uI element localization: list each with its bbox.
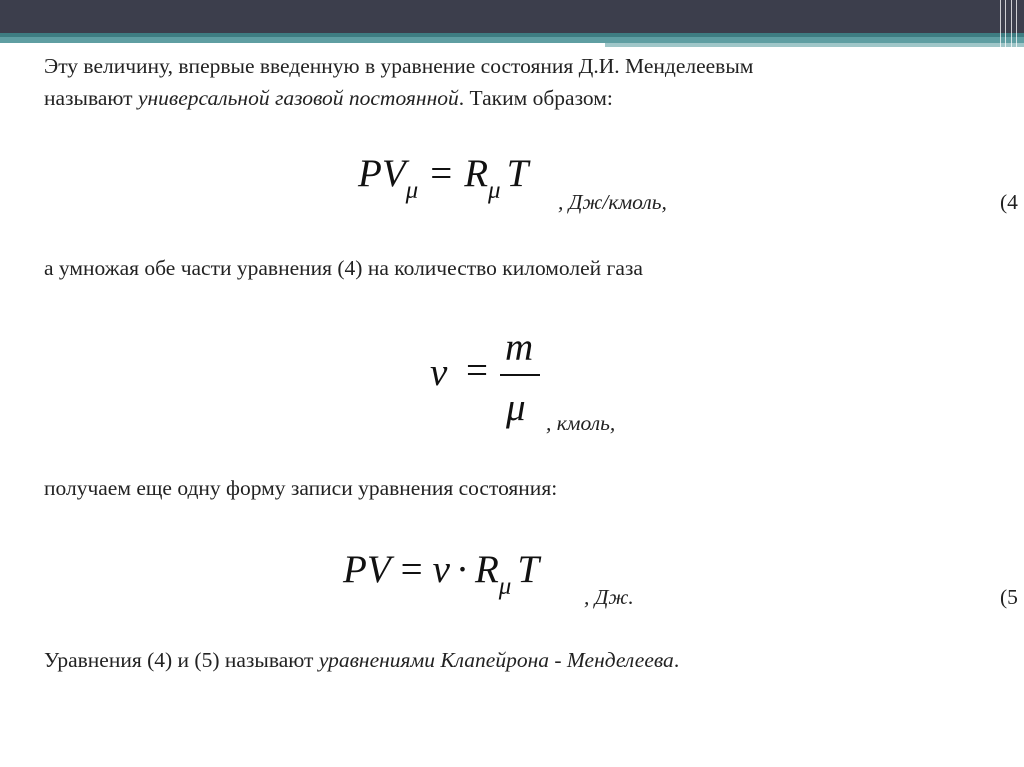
- header-stripe-light: [605, 43, 1024, 47]
- eq-symbol: T: [506, 152, 529, 195]
- eq-symbol: ν: [432, 548, 450, 591]
- eq-symbol: R: [474, 548, 499, 591]
- equation-number: (4: [1000, 190, 1018, 214]
- equation-unit: , кмоль,: [546, 411, 616, 435]
- paragraph-line: получаем еще одну форму записи уравнения состояния:: [44, 476, 558, 500]
- eq-symbol: PV: [343, 548, 391, 591]
- eq-symbol: R: [464, 152, 489, 195]
- eq-equals: =: [400, 548, 423, 591]
- eq-symbol: PV: [358, 152, 406, 195]
- eq-subscript: μ: [405, 177, 419, 204]
- equation-number: (5: [1000, 585, 1018, 609]
- text-span: Уравнения (4) и (5) называют: [44, 648, 319, 672]
- equation-5: [343, 547, 540, 600]
- fraction-numerator: m: [505, 326, 534, 369]
- header-bar: [0, 0, 1024, 33]
- paragraph-line: Эту величину, впервые введенную в уравнение состояния Д.И. Менделеевым: [44, 54, 754, 78]
- term-italic: уравнениями Клапейрона - Менделеева: [318, 648, 674, 672]
- term-italic: универсальной газовой постоянной: [137, 86, 459, 110]
- text-span: называют: [44, 86, 138, 110]
- equation-4: [358, 151, 529, 204]
- eq-symbol: T: [517, 548, 540, 591]
- header-divider-line: [1016, 0, 1017, 52]
- eq-dot: ·: [455, 548, 469, 591]
- text-span: .: [673, 648, 680, 672]
- eq-symbol: ν: [430, 351, 448, 394]
- text-span: . Таким образом:: [458, 86, 613, 110]
- header-divider-line: [1011, 0, 1012, 52]
- paragraph-line: [44, 646, 679, 674]
- paragraph-line: а умножая обе части уравнения (4) на количество киломолей газа: [44, 256, 643, 280]
- eq-equals: =: [466, 349, 488, 392]
- equation-unit: , Дж/кмоль,: [558, 190, 667, 214]
- paragraph-line: [44, 84, 613, 112]
- eq-equals: =: [430, 152, 453, 195]
- eq-subscript: μ: [498, 573, 512, 600]
- header-divider-line: [1000, 0, 1001, 52]
- header-divider-line: [1005, 0, 1006, 52]
- equation-unit: , Дж.: [584, 585, 634, 609]
- fraction-denominator: μ: [506, 386, 526, 429]
- fraction-bar: [500, 374, 540, 376]
- eq-subscript: μ: [488, 177, 501, 204]
